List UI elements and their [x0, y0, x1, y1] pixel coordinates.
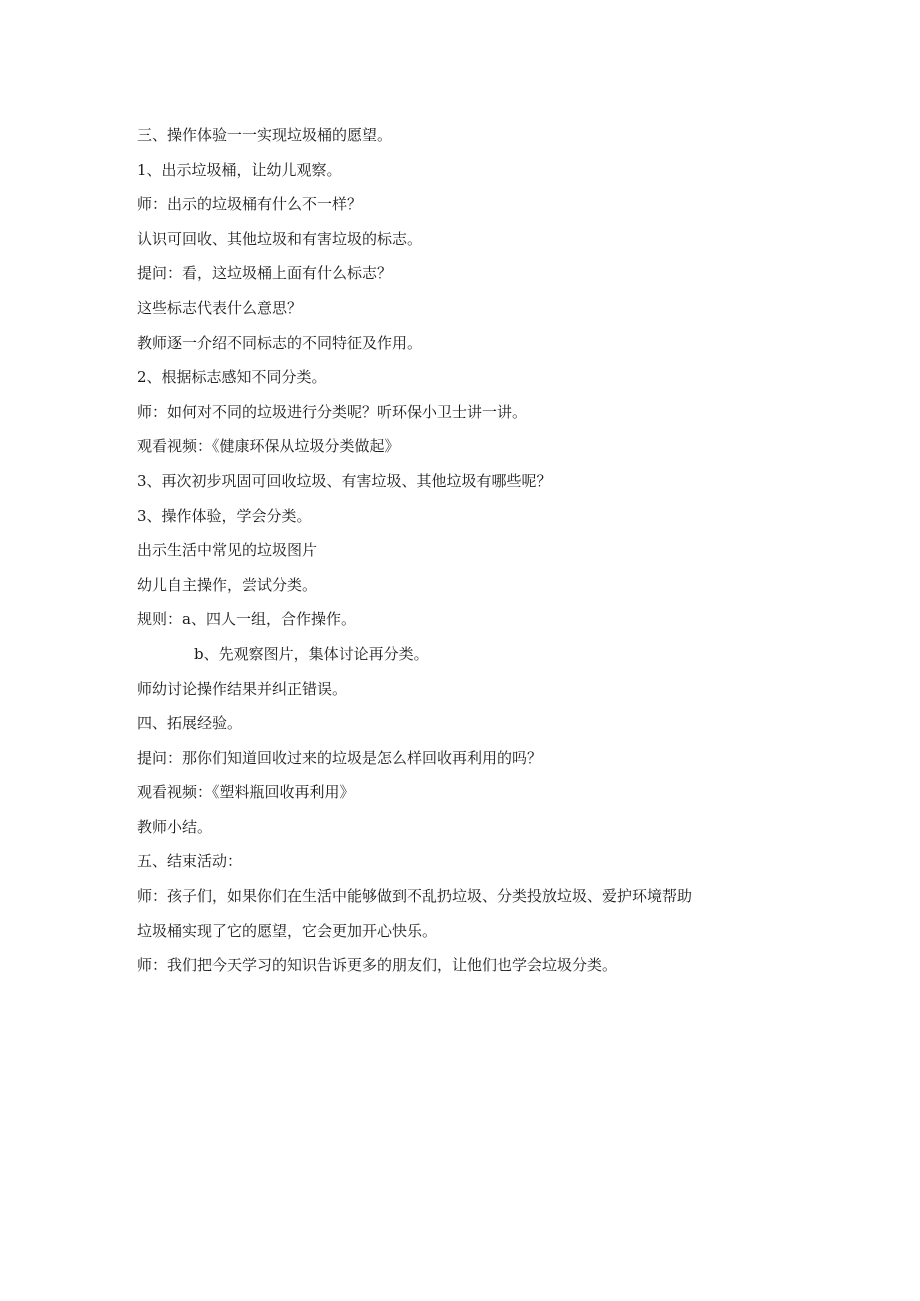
text-line: 师幼讨论操作结果并纠正错误。 — [137, 679, 348, 698]
text-line: 教师逐一介绍不同标志的不同特征及作用。 — [137, 333, 423, 352]
section-heading-operation: 三、操作体验一一实现垃圾桶的愿望。 — [137, 126, 393, 144]
text-line: 2、根据标志感知不同分类。 — [137, 368, 327, 387]
text-line: 1、出示垃圾桶，让幼儿观察。 — [137, 160, 342, 179]
text-line: 提问：看，这垃圾桶上面有什么标志？ — [137, 264, 393, 283]
text-line: 提问：那你们知道回收过来的垃圾是怎么样回收再利用的吗？ — [137, 748, 543, 767]
text-line: 3、再次初步巩固可回收垃圾、有害垃圾、其他垃圾有哪些呢？ — [137, 471, 552, 490]
rule-line-a: 规则：a、四人一组，合作操作。 — [137, 610, 356, 629]
document-body — [137, 118, 797, 983]
text-line: 认识可回收、其他垃圾和有害垃圾的标志。 — [137, 229, 423, 248]
text-line: 垃圾桶实现了它的愿望，它会更加开心快乐。 — [137, 921, 438, 940]
text-line: 师：我们把今天学习的知识告诉更多的朋友们，让他们也学会垃圾分类。 — [137, 956, 618, 975]
text-line: 教师小结。 — [137, 817, 213, 836]
section-heading-closing: 五、结束活动： — [137, 852, 243, 871]
rule-line-b: b、先观察图片，集体讨论再分类。 — [194, 644, 429, 663]
text-line: 师：出示的垃圾桶有什么不一样？ — [137, 195, 363, 214]
section-heading-extend: 四、拓展经验。 — [137, 714, 243, 733]
text-line: 幼儿自主操作，尝试分类。 — [137, 575, 318, 594]
text-line: 出示生活中常见的垃圾图片 — [137, 541, 318, 560]
text-line: 3、操作体验，学会分类。 — [137, 506, 312, 525]
text-line: 观看视频：《健康环保从垃圾分类做起》 — [137, 437, 400, 456]
text-line: 师：孩子们，如果你们在生活中能够做到不乱扔垃圾、分类投放垃圾、爱护环境帮助 — [137, 887, 693, 906]
text-line: 这些标志代表什么意思？ — [137, 298, 303, 317]
text-line: 观看视频：《塑料瓶回收再利用》 — [137, 783, 355, 802]
text-line: 师：如何对不同的垃圾进行分类呢？听环保小卫士讲一讲。 — [137, 402, 528, 421]
